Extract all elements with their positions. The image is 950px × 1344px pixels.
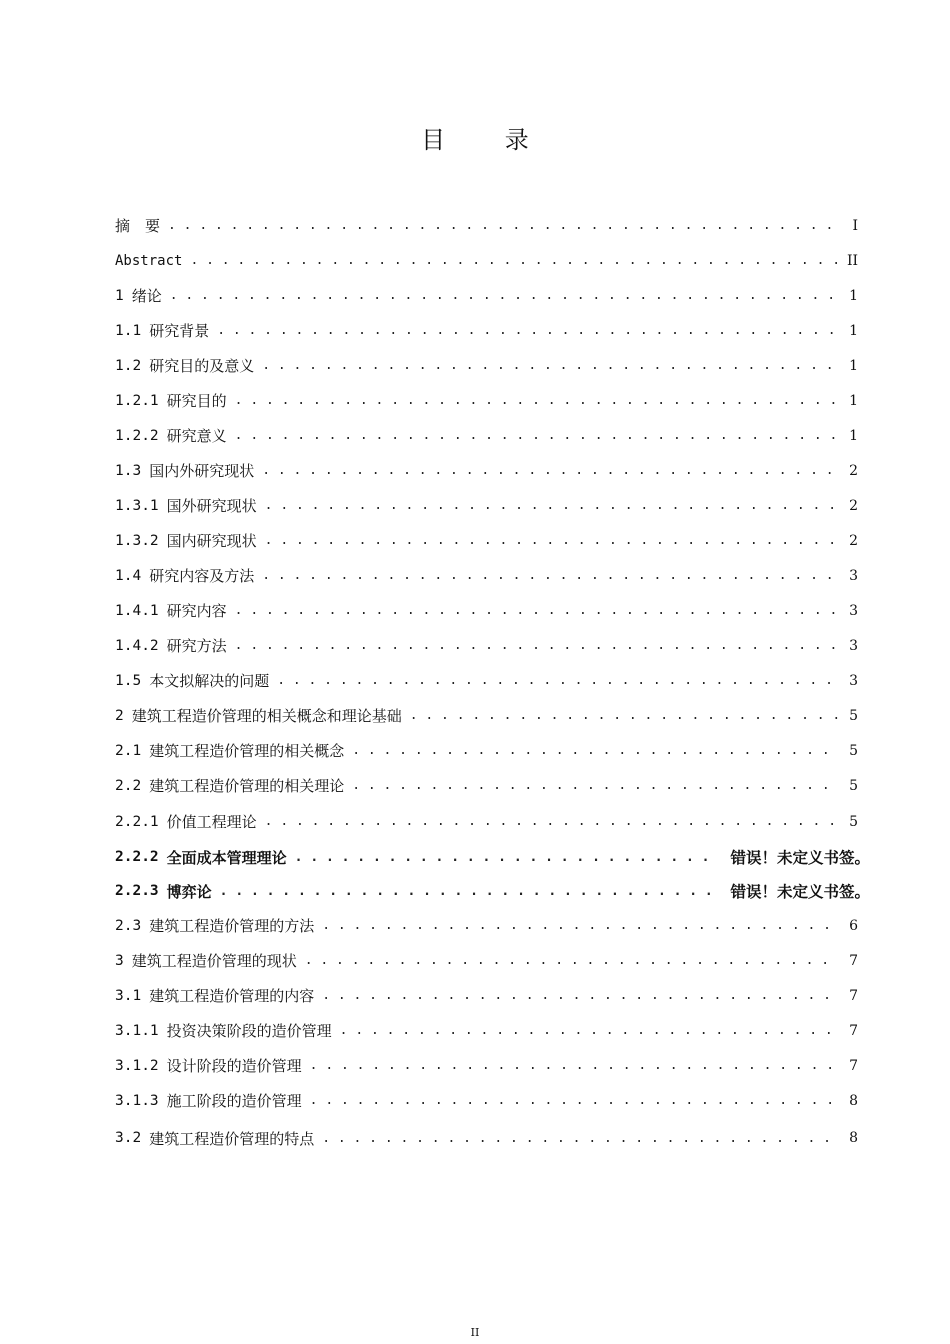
toc-entry[interactable] [115,453,858,488]
toc-entry-number: 1.1 [115,322,142,339]
toc-entry[interactable] [115,208,858,243]
toc-entry-page: 2 [849,462,858,479]
toc-entry-number: 1.2.1 [115,392,159,409]
toc-entry-label: 绪论 [131,287,162,305]
toc-entry-number: 1.2.2 [115,427,159,444]
toc-entry-number: 1.5 [115,672,142,689]
dot-leader [277,674,838,687]
toc-entry-number: 1.4.2 [115,637,159,654]
toc-entry-label: 建筑工程造价管理的内容 [149,987,315,1005]
toc-entry[interactable] [115,1118,858,1158]
toc-entry-number: 3 [115,952,124,969]
toc-entry-label: 设计阶段的造价管理 [166,1057,302,1075]
toc-entry[interactable] [115,768,858,803]
toc-entry-label: 施工阶段的造价管理 [166,1092,302,1110]
dot-leader [322,1132,838,1145]
toc-entry-label: 建筑工程造价管理的相关理论 [149,777,345,795]
toc-entry[interactable] [115,663,858,698]
toc-entry-number: 3.1.3 [115,1092,159,1109]
dot-leader [322,919,838,932]
toc-entry-number: 3.1.2 [115,1057,159,1074]
toc-entry-page: I [852,217,858,234]
toc-entry-number: 2.1 [115,742,142,759]
toc-entry-error[interactable] [115,840,870,874]
toc-entry-number: 2.2.3 [115,883,159,899]
toc-entry-error[interactable] [115,874,870,908]
dot-leader [410,709,838,722]
toc-entry-label: 建筑工程造价管理的特点 [149,1129,315,1148]
toc-entry-page: 1 [849,392,858,409]
dot-leader [262,569,838,582]
toc-entry-label: 价值工程理论 [166,813,257,831]
toc-entry-number: 2.2.1 [115,813,159,830]
toc-entry-label: 博弈论 [166,882,212,901]
toc-entry-label: 建筑工程造价管理的相关概念 [149,742,345,760]
toc-entry-label: 研究方法 [166,637,227,655]
toc-entry[interactable] [115,1013,858,1048]
toc-entry-number: 1 [115,287,124,304]
toc-entry[interactable] [115,313,858,348]
toc-entry-page: 3 [849,637,858,654]
toc-entry[interactable] [115,243,858,278]
toc-entry[interactable] [115,733,858,768]
toc-entry-label: 研究背景 [149,322,210,340]
toc-entry-page: 1 [849,427,858,444]
toc-entry-page: 5 [849,707,858,724]
toc-entry[interactable] [115,698,858,733]
toc-entry[interactable] [115,593,858,628]
toc-entry[interactable] [115,803,858,840]
toc-entry-label: 建筑工程造价管理的现状 [131,952,297,970]
page-title: 目 录 [421,126,555,154]
dot-leader [170,289,838,302]
dot-leader [340,1024,838,1037]
toc-entry-label: 本文拟解决的问题 [149,672,270,690]
bookmark-error-text: 错误！未定义书签。 [730,849,870,867]
toc-entry-label: 建筑工程造价管理的方法 [149,917,315,935]
toc-entry-number: 3.2 [115,1130,142,1146]
dot-leader [352,779,838,792]
toc-entry-number: 3.1.1 [115,1022,159,1039]
dot-leader [235,429,838,442]
toc-entry-number: 2.2.2 [115,849,159,865]
toc-entry-page: 3 [849,672,858,689]
toc-entry-number: 1.3.2 [115,532,159,549]
toc-entry-number: 1.3 [115,462,142,479]
toc-entry-label: 国内外研究现状 [149,462,255,480]
toc-entry-label: 研究目的及意义 [149,357,255,375]
toc-entry[interactable] [115,943,858,978]
toc-entry-label: 投资决策阶段的造价管理 [166,1022,332,1040]
dot-leader [217,324,838,337]
toc-entry-page: 7 [849,1022,858,1039]
toc-entry-page: 7 [849,952,858,969]
toc-entry-page: II [846,252,858,269]
dot-leader [168,219,838,232]
toc-entry-page: 8 [849,1130,858,1146]
bookmark-error-text: 错误！未定义书签。 [730,883,870,901]
dot-leader [295,851,715,864]
toc-entry[interactable] [115,978,858,1013]
toc-entry-label: 研究目的 [166,392,227,410]
dot-leader [310,1094,838,1107]
dot-leader [235,604,838,617]
toc-entry[interactable] [115,1048,858,1083]
toc-entry-number: 2.2 [115,777,142,794]
toc-entry[interactable] [115,348,858,383]
toc-entry[interactable] [115,908,858,943]
dot-leader [265,499,838,512]
dot-leader [265,815,838,828]
toc-entry-page: 8 [849,1092,858,1109]
toc-entry-number: 1.4.1 [115,602,159,619]
toc-entry-label: 研究内容及方法 [149,567,255,585]
dot-leader [220,885,715,898]
toc-entry-page: 7 [849,987,858,1004]
toc-entry-label: 研究意义 [166,427,227,445]
toc-entry[interactable] [115,383,858,418]
toc-entry-number: 1.4 [115,567,142,584]
toc-entry-number: 1.2 [115,357,142,374]
toc-entry-label: 全面成本管理理论 [166,848,287,867]
dot-leader [322,989,838,1002]
table-of-contents [115,208,870,1158]
toc-entry[interactable] [115,278,858,313]
dot-leader [265,534,838,547]
dot-leader [262,464,838,477]
toc-entry-page: 5 [849,813,858,830]
toc-entry[interactable] [115,488,858,523]
toc-entry-label: 国外研究现状 [166,497,257,515]
toc-entry-page: 1 [849,287,858,304]
dot-leader [235,394,838,407]
toc-entry[interactable] [115,1083,858,1118]
dot-leader [190,254,838,267]
dot-leader [305,954,838,967]
toc-entry-page: 5 [849,777,858,794]
toc-entry-label: 国内研究现状 [166,532,257,550]
toc-entry-page: 1 [849,322,858,339]
toc-entry-page: 1 [849,357,858,374]
toc-entry-page: 2 [849,497,858,514]
dot-leader [262,359,838,372]
toc-entry-page: 3 [849,602,858,619]
toc-entry-label: 摘 要 [115,217,161,235]
toc-entry-page: 3 [849,567,858,584]
page-number-footer: II [470,1326,480,1339]
dot-leader [352,744,838,757]
dot-leader [235,639,838,652]
toc-entry-number: 3.1 [115,987,142,1004]
toc-entry-page: 5 [849,742,858,759]
toc-entry-number: 1.3.1 [115,497,159,514]
toc-entry-page: 7 [849,1057,858,1074]
toc-entry-label: Abstract [115,252,183,269]
toc-entry-page: 6 [849,917,858,934]
toc-entry[interactable] [115,558,858,593]
dot-leader [310,1059,838,1072]
toc-entry-label: 建筑工程造价管理的相关概念和理论基础 [131,707,402,725]
toc-entry[interactable] [115,523,858,558]
toc-entry[interactable] [115,418,858,453]
toc-entry-page: 2 [849,532,858,549]
toc-entry-number: 2.3 [115,917,142,934]
toc-entry-label: 研究内容 [166,602,227,620]
toc-entry-number: 2 [115,707,124,724]
toc-entry[interactable] [115,628,858,663]
